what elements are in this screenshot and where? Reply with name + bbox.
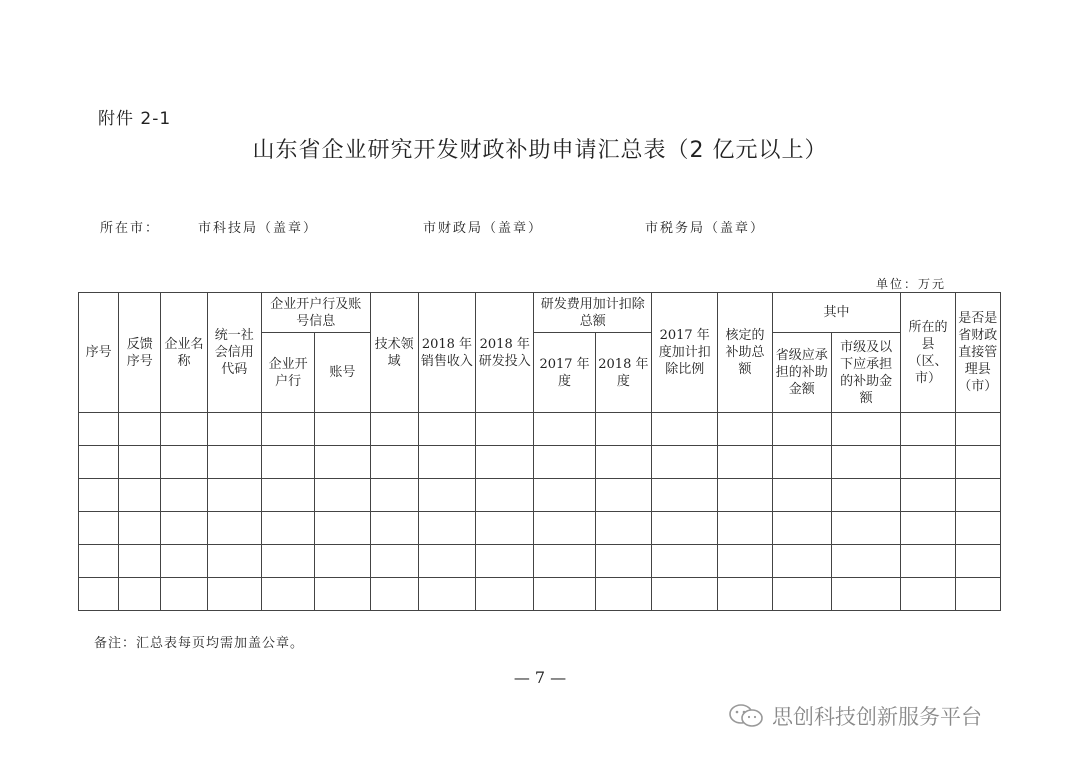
header-among: 其中	[772, 293, 901, 333]
watermark	[728, 700, 982, 732]
science-bureau-stamp: 市科技局（盖章）	[198, 221, 319, 236]
header-credit-code: 统一社会信用代码	[207, 293, 261, 413]
page-number: — 7 —	[513, 668, 567, 687]
header-2018: 2018 年度	[595, 333, 651, 413]
header-feedback-seq: 反馈序号	[119, 293, 161, 413]
page-title: 山东省企业研究开发财政补助申请汇总表（2 亿元以上）	[252, 138, 828, 163]
finance-bureau-stamp: 市财政局（盖章）	[423, 221, 544, 236]
header-2017: 2017 年度	[534, 333, 595, 413]
table-row	[79, 578, 1001, 611]
footnote: 备注：汇总表每页均需加盖公章。	[94, 636, 305, 651]
watermark-text: 思创科技创新服务平台	[772, 705, 982, 729]
summary-table	[78, 292, 1001, 611]
stamp-row	[0, 217, 1080, 237]
header-sales-2018: 2018 年销售收入	[418, 293, 475, 413]
wechat-logo-icon	[728, 703, 764, 729]
header-seq: 序号	[79, 293, 119, 413]
city-label: 所在市：	[100, 221, 161, 236]
attachment-label: 附件 2-1	[98, 109, 172, 129]
header-account: 账号	[315, 333, 370, 413]
header-county: 所在的县（区、市）	[901, 293, 955, 413]
table-row	[79, 446, 1001, 479]
header-rd-2018: 2018 年研发投入	[476, 293, 534, 413]
header-approved-total: 核定的补助总额	[718, 293, 772, 413]
header-bank-name: 企业开户行	[261, 333, 314, 413]
table-row	[79, 413, 1001, 446]
header-provincial: 省级应承担的补助金额	[772, 333, 831, 413]
table-row	[79, 512, 1001, 545]
table-row	[79, 545, 1001, 578]
header-rd-deduction: 研发费用加计扣除总额	[534, 293, 652, 333]
header-company-name: 企业名称	[161, 293, 207, 413]
header-tech-field: 技术领域	[370, 293, 418, 413]
header-bank-info: 企业开户行及账号信息	[261, 293, 370, 333]
header-city-below: 市级及以下应承担的补助金额	[831, 333, 900, 413]
table-row	[79, 479, 1001, 512]
tax-bureau-stamp: 市税务局（盖章）	[645, 221, 766, 236]
header-direct-county: 是否是省财政直接管理县（市）	[955, 293, 1000, 413]
header-ratio-2017: 2017 年度加计扣除比例	[652, 293, 718, 413]
unit-label: 单位：万元	[876, 277, 947, 291]
